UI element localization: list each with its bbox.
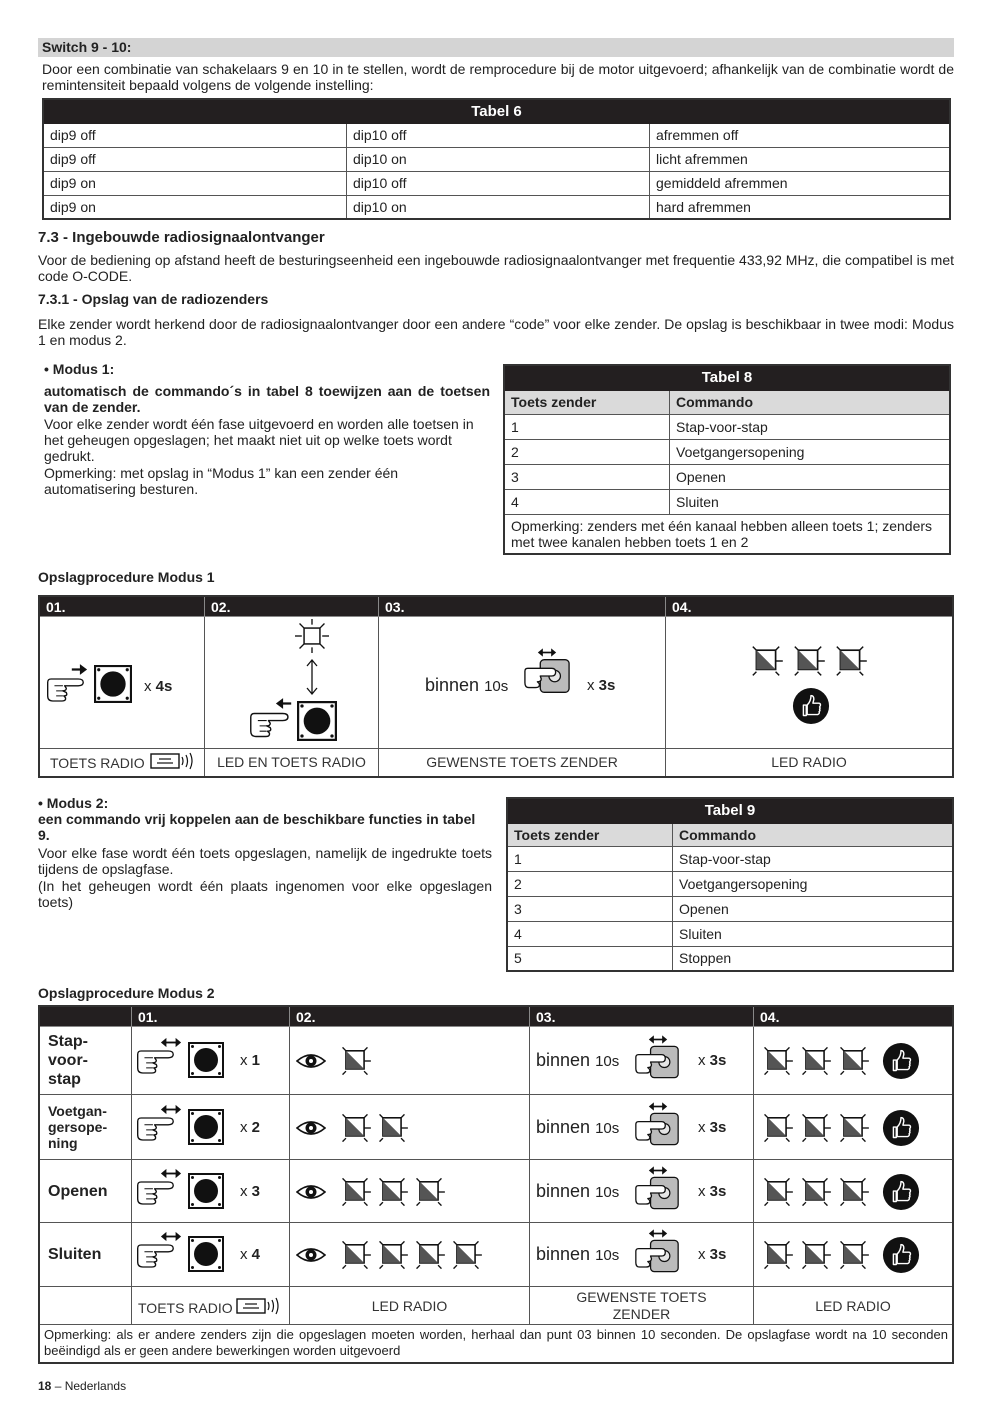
- row-label-line: ning: [48, 1135, 78, 1151]
- section-7-3-text: Voor de bediening op afstand heeft de besturingseenheid een ingebouwde radiosignaalontvanger met frequentie 433,92 MHz, die compatibel is met code O-CODE.: [38, 252, 954, 284]
- modus2-subtitle: een commando vrij koppelen aan de beschikbare functies in tabel 9.: [38, 811, 476, 843]
- within-label: binnen: [536, 1116, 591, 1137]
- press-duration: 3s: [709, 1118, 727, 1136]
- remote-icon: [634, 1044, 680, 1080]
- press-duration: 3s: [709, 1182, 727, 1200]
- double-arrow-icon: [648, 1034, 668, 1045]
- table-cell: Sluiten: [673, 921, 954, 946]
- proc2-caption: GEWENSTE TOETS: [576, 1288, 707, 1305]
- proc2-row-label: [39, 1160, 132, 1223]
- table-8: [503, 364, 951, 555]
- eye-icon: [296, 1118, 326, 1138]
- table-9-title: Tabel 9: [507, 798, 953, 823]
- press-duration: 3s: [709, 1246, 727, 1263]
- times-label: x: [698, 1246, 706, 1263]
- table-cell: 4: [504, 489, 670, 514]
- table-cell: Stoppen: [673, 946, 954, 971]
- modus1-note: Opmerking: met opslag in “Modus 1” kan een zender één automatisering besturen.: [44, 465, 399, 497]
- footer-language: Nederlands: [64, 1379, 127, 1393]
- proc2-caption: LED RADIO: [754, 1287, 954, 1325]
- row-label-line: voor-: [48, 1052, 88, 1069]
- led-blink-icon: [836, 1044, 870, 1078]
- times-label: x: [240, 1182, 248, 1200]
- double-arrow-icon: [537, 647, 557, 658]
- radio-button-icon: [188, 1236, 224, 1272]
- proc2-caption: TOETS RADIO: [138, 1300, 233, 1316]
- proc1-step: 01.: [39, 596, 205, 617]
- table-cell: dip10 off: [347, 171, 650, 195]
- row-label-line: gersope-: [48, 1119, 108, 1135]
- press-duration: 3s: [598, 677, 616, 694]
- within-label: binnen: [536, 1244, 591, 1264]
- within-label: binnen: [536, 1050, 591, 1070]
- double-arrow-icon: [160, 1231, 182, 1242]
- table-cell: dip9 on: [43, 171, 347, 195]
- proc1-step: 04.: [666, 596, 954, 617]
- remote-icon: [523, 657, 571, 695]
- page-number: 18: [38, 1379, 52, 1393]
- times-label: x: [698, 1182, 706, 1200]
- led-blink-icon: [338, 1111, 372, 1145]
- row-label-line: stap: [48, 1071, 81, 1088]
- times-label: x: [240, 1246, 248, 1263]
- proc1-table: [38, 595, 954, 778]
- led-blink-icon: [375, 1175, 409, 1209]
- press-count: 2: [251, 1118, 261, 1136]
- table-cell: licht afremmen: [650, 147, 951, 171]
- eye-icon: [296, 1245, 326, 1265]
- double-arrow-icon: [648, 1165, 668, 1176]
- proc1-step: 02.: [205, 596, 379, 617]
- led-blink-icon: [832, 643, 868, 679]
- press-duration: 3s: [709, 1052, 727, 1069]
- proc1-caption: LED EN TOETS RADIO: [205, 749, 379, 777]
- led-blink-icon: [760, 1111, 794, 1145]
- proc2-caption: LED RADIO: [290, 1287, 530, 1325]
- led-blink-icon: [338, 1238, 372, 1272]
- led-blink-icon: [375, 1111, 409, 1145]
- table-cell: dip10 on: [347, 195, 650, 219]
- proc1-heading: Opslagprocedure Modus 1: [38, 569, 215, 585]
- proc2-row-label: [39, 1223, 132, 1287]
- table-cell: Stap-voor-stap: [670, 414, 951, 439]
- vertical-arrow-icon: [303, 657, 321, 697]
- double-arrow-icon: [648, 1101, 668, 1112]
- table-cell: dip10 off: [347, 123, 650, 147]
- table-cell: 1: [504, 414, 670, 439]
- modus1-title: • Modus 1:: [44, 361, 115, 377]
- led-blink-icon: [798, 1175, 832, 1209]
- radio-button-icon: [94, 665, 132, 703]
- hand-icon: [136, 1047, 180, 1077]
- proc2-caption: ZENDER: [612, 1305, 671, 1322]
- double-arrow-icon: [160, 1168, 182, 1179]
- led-blink-icon: [798, 1044, 832, 1078]
- hand-icon: [136, 1241, 180, 1271]
- proc1-step: 03.: [379, 596, 666, 617]
- table-cell: 3: [507, 896, 673, 921]
- radio-receiver-icon: [236, 1297, 280, 1315]
- remote-icon: [634, 1111, 680, 1147]
- table-cell: 2: [507, 871, 673, 896]
- proc1-caption: LED RADIO: [666, 749, 954, 777]
- times-label: x: [698, 1052, 706, 1069]
- proc2-step: 01.: [132, 1006, 290, 1027]
- section-7-3-1-text: Elke zender wordt herkend door de radiosignaalontvanger door een andere “code” voor elke zender. De opslag is beschikbaar in twee modi: Modus 1 en modus 2.: [38, 316, 954, 348]
- page-footer: [38, 1379, 126, 1393]
- proc2-row: [39, 1223, 953, 1287]
- section-7-3-1-heading: 7.3.1 - Opslag van de radiozenders: [38, 291, 269, 307]
- modus2-note: (In het geheugen wordt één plaats ingenomen voor elke opgeslagen toets): [38, 878, 492, 910]
- table-cell: Voetgangersopening: [673, 871, 954, 896]
- thumbs-up-icon: [882, 1236, 920, 1274]
- hand-icon: [136, 1178, 180, 1208]
- table-9: [506, 797, 954, 972]
- modus1-text: Voor elke zender wordt één fase uitgevoerd en worden alle toetsen in het geheugen opgeslagen; het maakt niet uit op welke toets wordt gedrukt.: [44, 416, 474, 464]
- proc2-note: Opmerking: als er andere zenders zijn die opgeslagen moeten worden, herhaal dan punt 03 binnen 10 seconden. De opslagfase wordt na 10 seconden beëindigd als er geen andere bewerkingen worden uitgevoerd: [39, 1325, 953, 1363]
- table-cell: dip9 off: [43, 123, 347, 147]
- table-cell: Openen: [673, 896, 954, 921]
- remote-icon: [634, 1238, 680, 1274]
- within-time: 10s: [595, 1247, 620, 1264]
- press-count: 3: [251, 1182, 261, 1200]
- led-blink-icon: [836, 1238, 870, 1272]
- double-arrow-icon: [160, 1037, 182, 1048]
- press-count: 4: [251, 1246, 261, 1263]
- times-label: x: [240, 1118, 248, 1136]
- table-cell: 5: [507, 946, 673, 971]
- radio-button-icon: [188, 1042, 224, 1078]
- hand-icon: [136, 1114, 180, 1144]
- table-9-col2: Commando: [673, 823, 954, 846]
- proc2-row-label: [39, 1095, 132, 1160]
- times-label: x: [587, 677, 595, 694]
- table-cell: Voetgangersopening: [670, 439, 951, 464]
- led-blink-icon: [412, 1175, 446, 1209]
- table-cell: 3: [504, 464, 670, 489]
- hand-icon: [46, 675, 90, 705]
- led-blink-icon: [748, 643, 784, 679]
- proc2-heading: Opslagprocedure Modus 2: [38, 985, 215, 1001]
- table-cell: dip9 on: [43, 195, 347, 219]
- table-6-title: Tabel 6: [43, 99, 950, 123]
- times-label: x: [240, 1052, 248, 1069]
- within-label: binnen: [425, 675, 480, 695]
- switch-text: Door een combinatie van schakelaars 9 en 10 in te stellen, wordt de remprocedure bij de motor uitgevoerd; afhankelijk van de combinatie wordt de remintensiteit bepaald volgens de volgende instelling:: [42, 61, 954, 93]
- radio-button-icon: [188, 1109, 224, 1145]
- double-arrow-icon: [648, 1228, 668, 1239]
- led-blink-icon: [375, 1238, 409, 1272]
- row-label-line: Stap-: [48, 1033, 88, 1050]
- within-time: 10s: [595, 1053, 620, 1070]
- radio-receiver-icon: [150, 752, 194, 770]
- table-cell: dip9 off: [43, 147, 347, 171]
- section-7-3-heading: 7.3 - Ingebouwde radiosignaalontvanger: [38, 229, 325, 246]
- proc2-table: [38, 1005, 954, 1364]
- within-time: 10s: [595, 1183, 620, 1201]
- times-label: x: [144, 678, 152, 695]
- hand-icon: [249, 709, 295, 741]
- proc2-row: [39, 1027, 953, 1095]
- table-cell: 4: [507, 921, 673, 946]
- modus2-title: • Modus 2:: [38, 795, 109, 811]
- proc1-caption: TOETS RADIO: [50, 755, 145, 771]
- remote-icon: [634, 1175, 680, 1211]
- proc2-step: 03.: [530, 1006, 754, 1027]
- led-blink-icon: [412, 1238, 446, 1272]
- within-label: binnen: [536, 1180, 591, 1201]
- led-blink-icon: [760, 1175, 794, 1209]
- table-8-title: Tabel 8: [504, 365, 950, 390]
- table-cell: 2: [504, 439, 670, 464]
- row-label-line: Sluiten: [48, 1246, 102, 1263]
- led-blink-icon: [836, 1175, 870, 1209]
- table-8-note: Opmerking: zenders met één kanaal hebben alleen toets 1; zenders met twee kanalen hebben toets 1 en 2: [504, 514, 950, 554]
- table-cell: Stap-voor-stap: [673, 846, 954, 871]
- footer-separator: –: [51, 1379, 65, 1393]
- thumbs-up-icon: [882, 1109, 920, 1147]
- table-6: [42, 98, 951, 220]
- table-cell: afremmen off: [650, 123, 951, 147]
- table-8-col1: Toets zender: [504, 390, 670, 414]
- table-9-col1: Toets zender: [507, 823, 673, 846]
- arrow-left-icon: [275, 697, 293, 710]
- led-blink-icon: [760, 1044, 794, 1078]
- thumbs-up-icon: [882, 1042, 920, 1080]
- proc2-row-label: [39, 1027, 132, 1095]
- proc1-caption: GEWENSTE TOETS ZENDER: [379, 749, 666, 777]
- modus1-subtitle: automatisch de commando´s in tabel 8 toewijzen aan de toetsen van de zender.: [44, 383, 490, 415]
- row-label-line: Openen: [48, 1182, 108, 1200]
- switch-heading: Switch 9 - 10:: [38, 38, 954, 57]
- table-cell: Openen: [670, 464, 951, 489]
- proc2-row: [39, 1160, 953, 1223]
- led-blink-icon: [798, 1238, 832, 1272]
- table-cell: gemiddeld afremmen: [650, 171, 951, 195]
- thumbs-up-icon: [792, 687, 830, 725]
- led-blink-icon: [760, 1238, 794, 1272]
- table-8-col2: Commando: [670, 390, 951, 414]
- table-cell: dip10 on: [347, 147, 650, 171]
- within-time: 10s: [595, 1119, 620, 1137]
- proc2-step: 04.: [754, 1006, 954, 1027]
- row-label-line: Voetgan-: [48, 1103, 107, 1119]
- led-blink-icon: [338, 1044, 372, 1078]
- led-blink-icon: [790, 643, 826, 679]
- eye-icon: [296, 1051, 326, 1071]
- within-time: 10s: [484, 678, 509, 695]
- led-blink-icon: [836, 1111, 870, 1145]
- radio-button-icon: [297, 701, 337, 741]
- proc2-step: 02.: [290, 1006, 530, 1027]
- thumbs-up-icon: [882, 1173, 920, 1211]
- led-blink-icon: [338, 1175, 372, 1209]
- arrow-right-icon: [70, 663, 88, 676]
- table-cell: Sluiten: [670, 489, 951, 514]
- led-blink-icon: [798, 1111, 832, 1145]
- table-cell: hard afremmen: [650, 195, 951, 219]
- press-count: 1: [251, 1052, 261, 1069]
- times-label: x: [698, 1118, 706, 1136]
- led-blink-icon: [449, 1238, 483, 1272]
- led-off-icon: [295, 619, 329, 653]
- double-arrow-icon: [160, 1104, 182, 1115]
- hold-duration: 4s: [155, 678, 173, 695]
- modus2-text: Voor elke fase wordt één toets opgeslagen, namelijk de ingedrukte toets tijdens de opslagfase.: [38, 845, 492, 877]
- proc2-row: [39, 1095, 953, 1160]
- eye-icon: [296, 1182, 326, 1202]
- radio-button-icon: [188, 1173, 224, 1209]
- table-cell: 1: [507, 846, 673, 871]
